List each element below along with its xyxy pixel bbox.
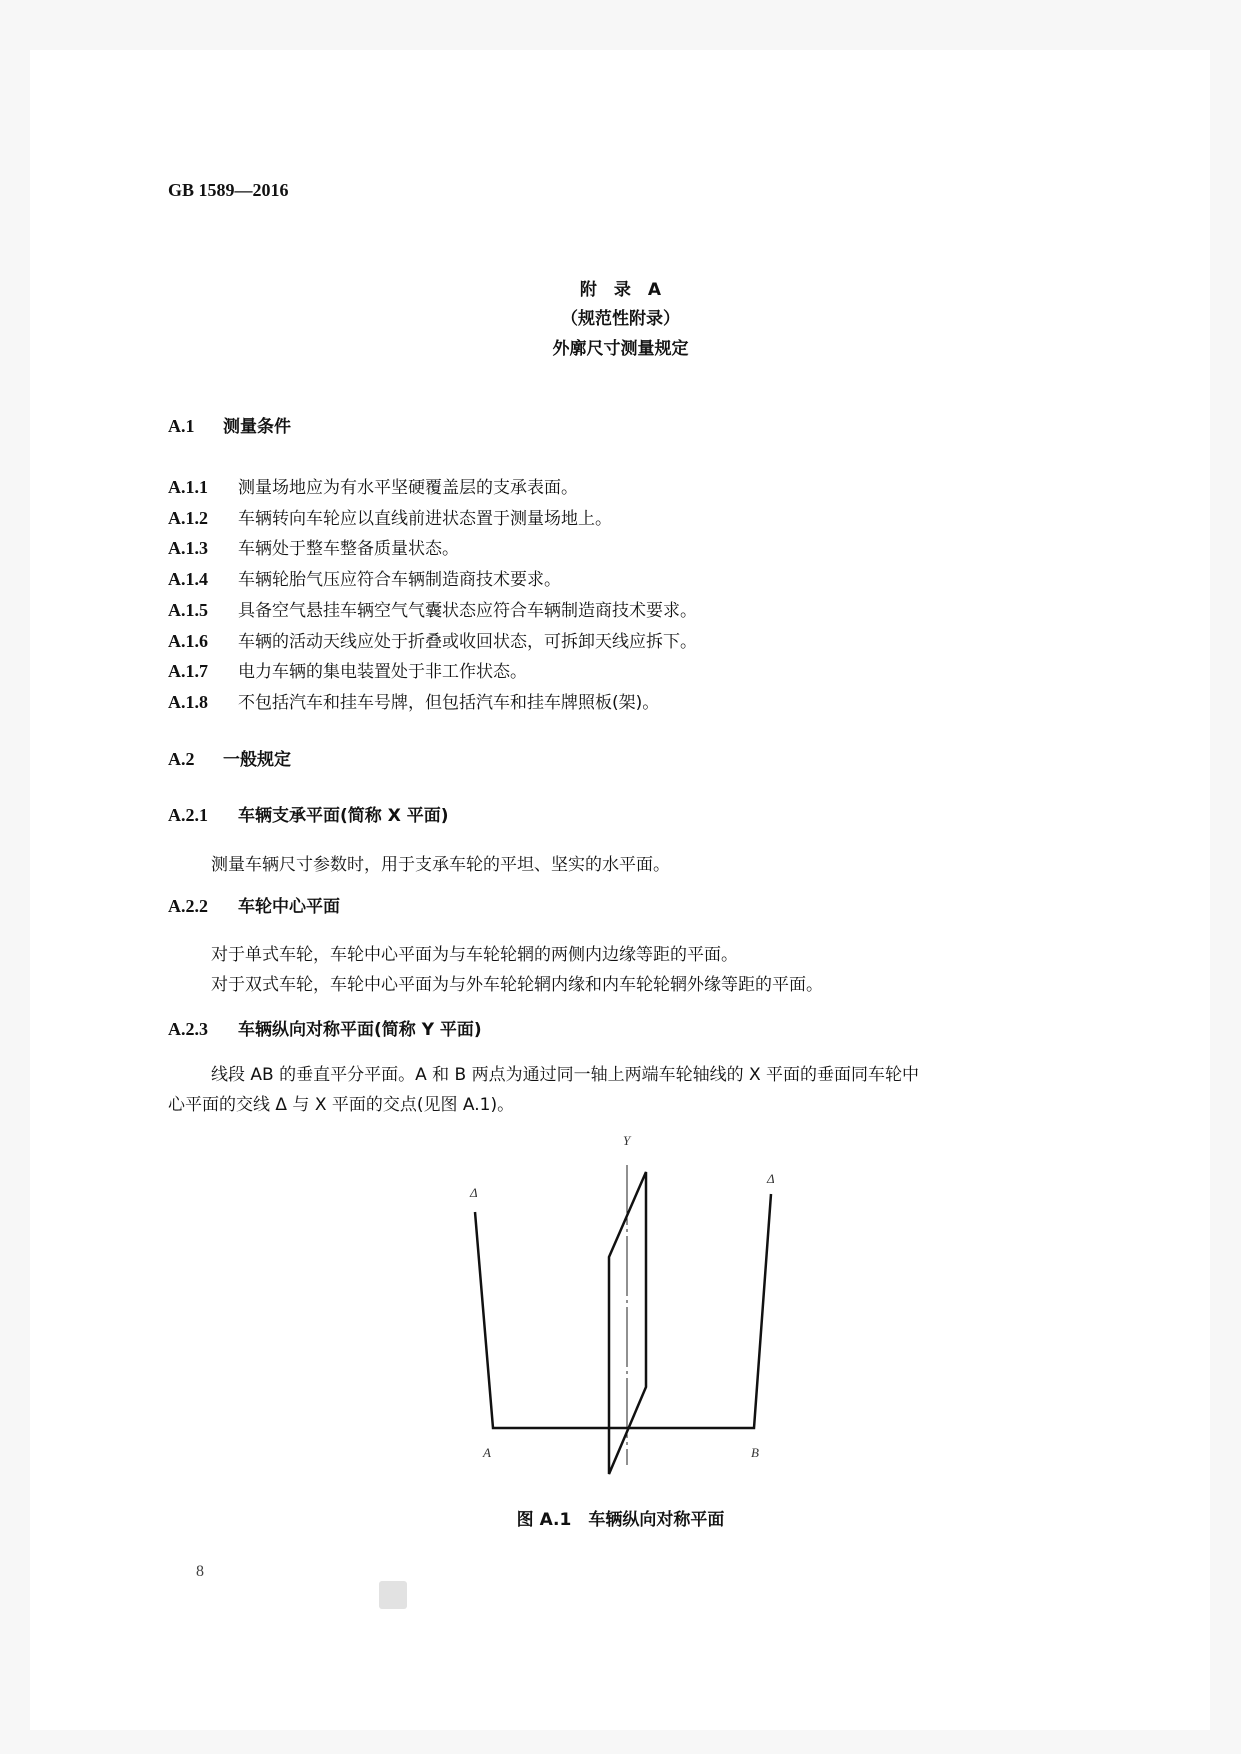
item-text: 车辆转向车轮应以直线前进状态置于测量场地上。 — [238, 508, 612, 529]
standard-id: GB 1589—2016 — [168, 180, 289, 200]
clause-title: 车辆纵向对称平面(简称 Y 平面) — [238, 1020, 482, 1040]
label-b: B — [751, 1445, 759, 1460]
item-number: A.1.5 — [168, 599, 208, 620]
a23-paragraph-1: 线段 AB 的垂直平分平面。A 和 B 两点为通过同一轴上两端车轮轴线的 X 平面的垂面同车轮中 — [211, 1065, 920, 1085]
item-number: A.1.4 — [168, 569, 208, 590]
page-number: 8 — [196, 1563, 204, 1580]
item-text: 车辆轮胎气压应符合车辆制造商技术要求。 — [238, 570, 561, 591]
item-text: 不包括汽车和挂车号牌，但包括汽车和挂车牌照板(架)。 — [238, 692, 660, 713]
item-text: 具备空气悬挂车辆空气气囊状态应符合车辆制造商技术要求。 — [238, 600, 697, 621]
a23-paragraph-2: 心平面的交线 Δ 与 X 平面的交点(见图 A.1)。 — [168, 1095, 515, 1115]
item-number: A.1.1 — [168, 477, 208, 497]
label-delta-left: Δ — [470, 1185, 478, 1200]
label-a: A — [483, 1445, 491, 1460]
item-number: A.1.8 — [168, 691, 208, 712]
item-number: A.1.6 — [168, 630, 208, 651]
gray-mark — [379, 1581, 407, 1609]
item-number: A.1.2 — [168, 507, 208, 528]
clause-number: A.2.1 — [168, 805, 208, 825]
label-delta-right: Δ — [767, 1171, 775, 1186]
wheel-center-lines — [475, 1194, 771, 1428]
annex-heading: 外廓尺寸测量规定 — [552, 339, 689, 359]
item-text: 车辆的活动天线应处于折叠或收回状态，可拆卸天线应拆下。 — [238, 631, 697, 652]
section-title: 测量条件 — [223, 417, 291, 437]
clause-number: A.2.3 — [168, 1019, 208, 1039]
section-number: A.1 — [168, 416, 195, 436]
figure-caption: 图 A.1 车辆纵向对称平面 — [516, 1510, 725, 1530]
annex-title: 附 录 A — [579, 280, 662, 300]
item-number: A.1.3 — [168, 538, 208, 559]
label-y: Y — [623, 1133, 631, 1148]
a22-paragraph-2: 对于双式车轮，车轮中心平面为与外车轮轮辋内缘和内车轮轮辋外缘等距的平面。 — [211, 975, 823, 995]
item-text: 电力车辆的集电装置处于非工作状态。 — [238, 662, 527, 683]
item-text: 车辆处于整车整备质量状态。 — [238, 539, 459, 560]
item-number: A.1.7 — [168, 661, 208, 682]
a21-paragraph: 测量车辆尺寸参数时，用于支承车轮的平坦、坚实的水平面。 — [211, 855, 670, 875]
a22-paragraph-1: 对于单式车轮，车轮中心平面为与车轮轮辋的两侧内边缘等距的平面。 — [211, 945, 738, 965]
clause-title: 车轮中心平面 — [238, 897, 340, 917]
annex-type: （规范性附录） — [561, 309, 680, 329]
item-text: 测量场地应为有水平坚硬覆盖层的支承表面。 — [238, 478, 578, 498]
clause-number: A.2.2 — [168, 896, 208, 916]
clause-title: 车辆支承平面(简称 X 平面) — [238, 806, 449, 826]
section-number: A.2 — [168, 749, 195, 769]
section-title: 一般规定 — [223, 750, 291, 770]
